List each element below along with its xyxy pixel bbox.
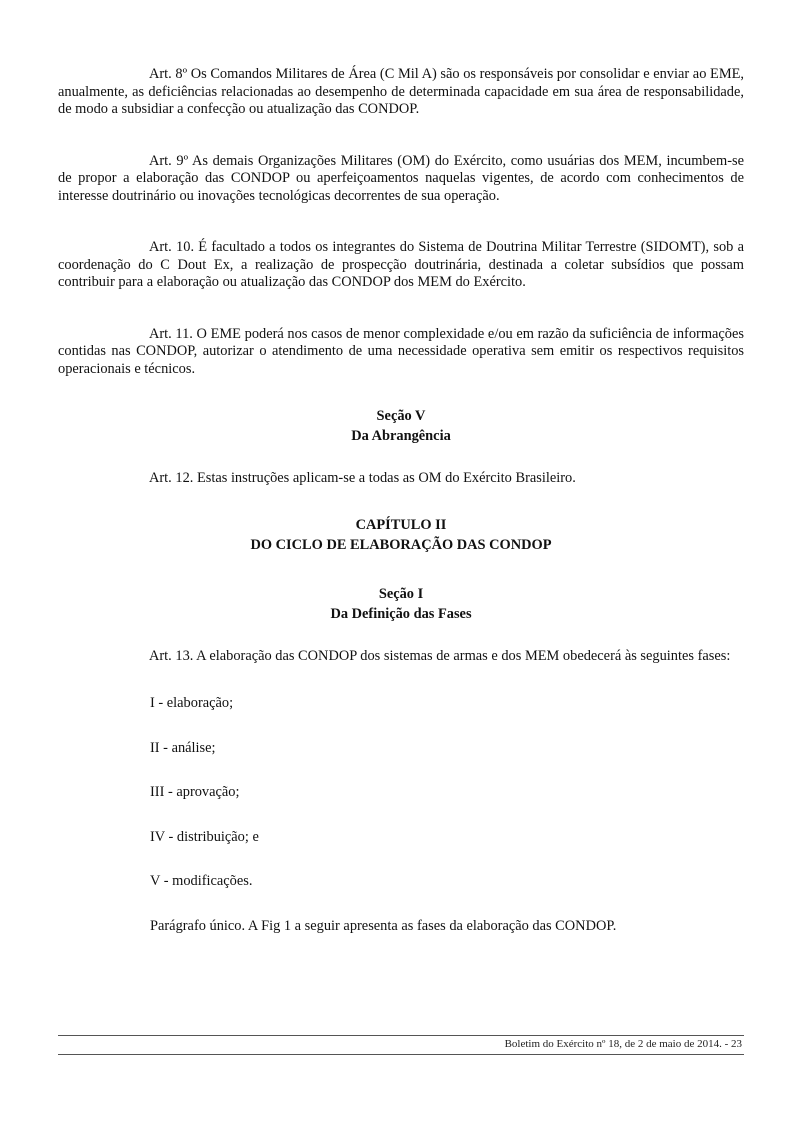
list-item: V - modificações.: [150, 873, 253, 889]
chapter-ii-subtitle: DO CICLO DE ELABORAÇÃO DAS CONDOP: [250, 536, 552, 553]
article-9: Art. 9º As demais Organizações Militares (OM) do Exército, como usuárias dos MEM, incumbem-se de propor a elaboração das CONDOP ou aperfeiçoamentos naquelas vigentes, de acordo com conhecimentos de interesse doutrinário ou inovações tecnológicas decorrentes de sua operação.: [58, 152, 744, 204]
article-8: Art. 8º Os Comandos Militares de Área (C Mil A) são os responsáveis por consolidar e enviar ao EME, anualmente, as deficiências relacionadas ao desempenho de determinada capacidade em sua área de responsabilidade, de modo a subsidiar a confecção ou atualização das CONDOP.: [58, 66, 744, 117]
article-12: Art. 12. Estas instruções aplicam-se a todas as OM do Exército Brasileiro.: [149, 470, 576, 486]
section-i-title: Seção I: [378, 585, 424, 602]
article-10: Art. 10. É facultado a todos os integrantes do Sistema de Doutrina Militar Terrestre (SIDOMT), sob a coordenação do C Dout Ex, a realização de prospecção doutrinária, destinada a coletar subsídios que possam contribuir para a elaboração ou atualização das CONDOP dos MEM do Exército.: [58, 239, 744, 290]
sole-paragraph: Parágrafo único. A Fig 1 a seguir apresenta as fases da elaboração das CONDOP.: [150, 917, 617, 934]
list-item: IV - distribuição; e: [150, 828, 259, 845]
article-13: Art. 13. A elaboração das CONDOP dos sistemas de armas e dos MEM obedecerá às seguintes fases:: [149, 647, 731, 664]
footer-bottom-rule: [58, 1054, 744, 1055]
section-v-subtitle: Da Abrangência: [351, 428, 451, 444]
section-i-subtitle: Da Definição das Fases: [330, 605, 472, 622]
list-item: II - análise;: [150, 739, 216, 756]
footer-citation: Boletim do Exército nº 18, de 2 de maio de 2014. - 23: [504, 1038, 742, 1050]
chapter-ii-title: CAPÍTULO II: [355, 516, 447, 533]
section-v-title: Seção V: [376, 408, 426, 424]
article-11: Art. 11. O EME poderá nos casos de menor complexidade e/ou em razão da suficiência de informações contidas nas CONDOP, autorizar o atendimento de uma necessidade operativa sem emitir os respectivos requisitos operacionais e técnicos.: [58, 325, 744, 377]
footer-top-rule: [58, 1035, 744, 1036]
list-item: I - elaboração;: [150, 695, 234, 711]
list-item: III - aprovação;: [150, 784, 240, 800]
document-body: [58, 66, 744, 935]
